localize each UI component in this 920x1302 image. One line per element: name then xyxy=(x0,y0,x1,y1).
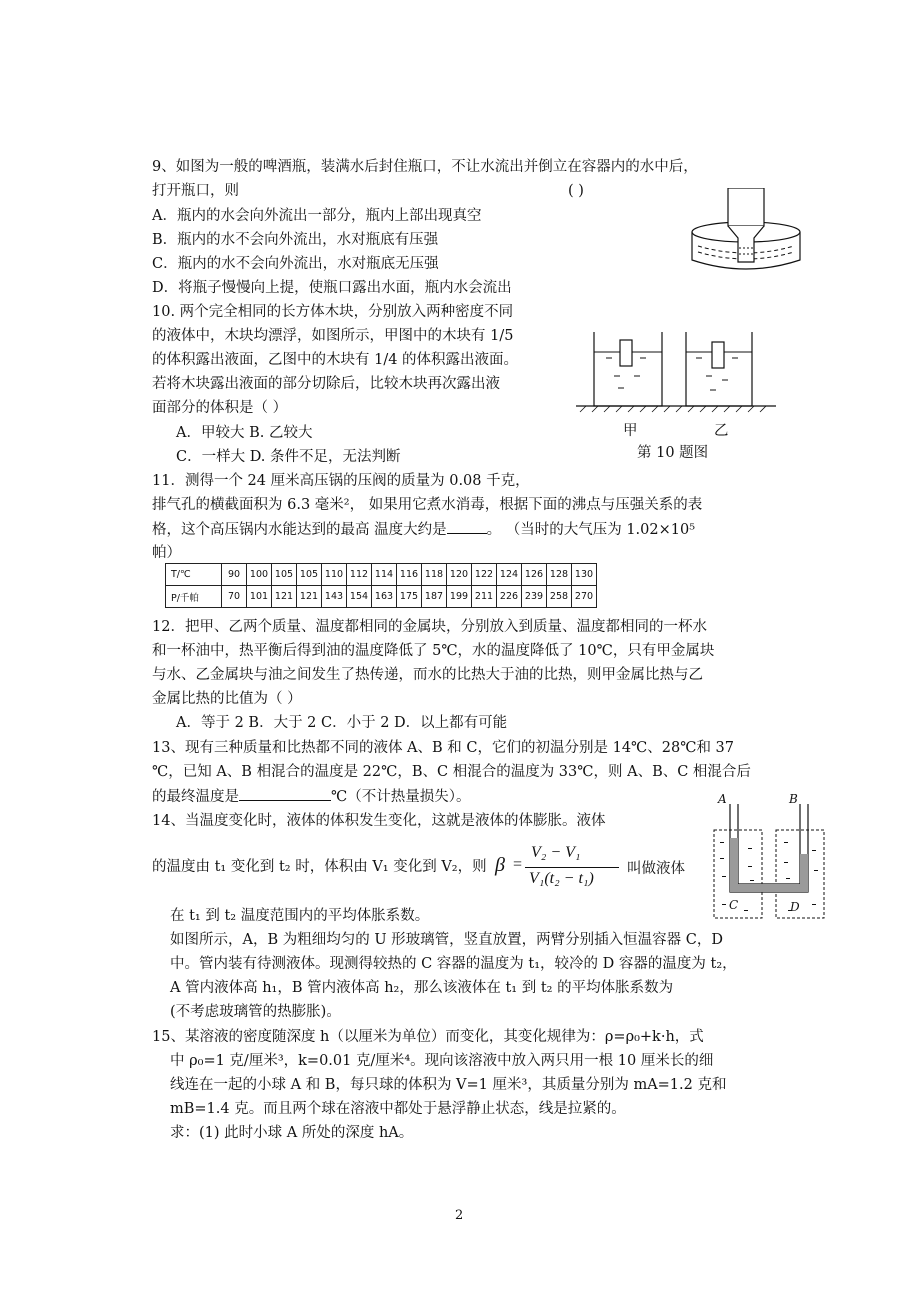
table-cell: 101 xyxy=(247,586,272,608)
q13-line1: 13、现有三种质量和比热都不同的液体 A、B 和 C，它们的初温分别是 14℃、28℃和 37 xyxy=(152,740,735,756)
q15-line5: 求：(1) 此时小球 A 所处的深度 hA。 xyxy=(170,1125,414,1141)
u-tube-figure xyxy=(708,792,838,922)
table-cell: 239 xyxy=(522,586,547,608)
u-tube-label-b: B xyxy=(789,792,798,806)
table-row-label: T/℃ xyxy=(166,564,222,586)
table-cell: 128 xyxy=(547,564,572,586)
table-cell: 130 xyxy=(572,564,597,586)
q9-option-d: D．将瓶子慢慢向上提，使瓶口露出水面，瓶内水会流出 xyxy=(152,280,512,296)
q10-line3: 的体积露出液面，乙图中的木块有 1/4 的体积露出液面。 xyxy=(152,352,519,368)
table-cell: 110 xyxy=(322,564,347,586)
q11-line2: 排气孔的横截面积为 6.3 毫米²， 如果用它煮水消毒，根据下面的沸点与压强关系的表 xyxy=(152,497,703,513)
q10-line2: 的液体中，木块均漂浮，如图所示，甲图中的木块有 1/5 xyxy=(152,328,514,344)
table-cell: 175 xyxy=(397,586,422,608)
formula-numerator: V₂ − V₁ xyxy=(531,844,581,861)
boiling-point-pressure-table xyxy=(165,563,597,608)
u-tube-label-d: D xyxy=(790,900,800,914)
table-cell: 163 xyxy=(372,586,397,608)
q10-label-jia: 甲 xyxy=(623,423,638,439)
table-cell: 120 xyxy=(447,564,472,586)
q14-line4: 如图所示，A，B 为粗细均匀的 U 形玻璃管，竖直放置，两臂分别插入恒温容器 C，D xyxy=(170,932,724,948)
table-cell: 118 xyxy=(422,564,447,586)
q14-line2-end: 叫做液体 xyxy=(627,861,685,877)
q11-line1: 11．测得一个 24 厘米高压锅的压阀的质量为 0.08 千克， xyxy=(152,473,530,489)
u-tube-label-a: A xyxy=(718,792,727,806)
q9-line2: 打开瓶口，则 xyxy=(152,183,239,199)
formula-equals: = xyxy=(513,856,523,873)
q14-line2: 的温度由 t₁ 变化到 t₂ 时，体积由 V₁ 变化到 V₂，则 xyxy=(152,859,487,875)
q9-option-a: A．瓶内的水会向外流出一部分，瓶内上部出现真空 xyxy=(152,208,482,224)
table-cell: 122 xyxy=(472,564,497,586)
q10-figure-caption: 第 10 题图 xyxy=(637,445,709,461)
q9-bottle-figure xyxy=(688,188,806,280)
u-tube-label-c: C xyxy=(729,898,739,912)
table-cell: 226 xyxy=(497,586,522,608)
table-cell: 114 xyxy=(372,564,397,586)
q12-line3: 与水、乙金属块与油之间发生了热传递，而水的比热大于油的比热，则甲金属比热与乙 xyxy=(152,667,703,683)
q9-option-b: B．瓶内的水不会向外流出，水对瓶底有压强 xyxy=(152,232,439,248)
q10-line4: 若将木块露出液面的部分切除后，比较木块再次露出液 xyxy=(152,376,500,392)
table-cell: 211 xyxy=(472,586,497,608)
q11-line3-start: 格，这个高压锅内水能达到的最高 温度大约是 xyxy=(152,522,447,538)
q12-line4: 金属比热的比值为（ ） xyxy=(152,691,302,707)
q10-options-ab: A．甲较大 B. 乙较大 xyxy=(176,425,313,441)
q9-answer-bracket: ( ) xyxy=(568,183,584,199)
table-cell: 116 xyxy=(397,564,422,586)
q10-label-yi: 乙 xyxy=(714,423,729,439)
table-cell: 126 xyxy=(522,564,547,586)
table-cell: 258 xyxy=(547,586,572,608)
q14-line3: 在 t₁ 到 t₂ 温度范围内的平均体胀系数。 xyxy=(170,908,430,924)
table-cell: 100 xyxy=(247,564,272,586)
q12-options: A．等于 2 B．大于 2 C．小于 2 D．以上都有可能 xyxy=(176,715,508,731)
q10-line5: 面部分的体积是（ ） xyxy=(152,400,288,416)
expansion-coefficient-formula xyxy=(493,840,693,896)
q11-answer-blank xyxy=(447,519,487,534)
q9-line1: 9、如图为一般的啤酒瓶，装满水后封住瓶口，不让水流出并倒立在容器内的水中后， xyxy=(152,159,698,175)
table-cell: 187 xyxy=(422,586,447,608)
table-cell: 154 xyxy=(347,586,372,608)
q11-line3 xyxy=(152,519,695,540)
page-number: 2 xyxy=(455,1208,464,1223)
q12-line2: 和一杯油中，热平衡后得到油的温度降低了 5℃，水的温度降低了 10℃，只有甲金属块 xyxy=(152,643,715,659)
q15-line1: 15、某溶液的密度随深度 h（以厘米为单位）而变化，其变化规律为：ρ=ρ₀+k·h，式 xyxy=(152,1029,704,1045)
table-cell: 70 xyxy=(222,586,247,608)
fraction-bar xyxy=(525,867,619,868)
q14-line5: 中。管内装有待测液体。现测得较热的 C 容器的温度为 t₁，较冷的 D 容器的温度为 t₂， xyxy=(170,956,737,972)
table-cell: 121 xyxy=(297,586,322,608)
table-row-label: P/千帕 xyxy=(166,586,222,608)
q9-option-c: C．瓶内的水不会向外流出，水对瓶底无压强 xyxy=(152,256,439,272)
table-cell: 124 xyxy=(497,564,522,586)
q13-line3-end: ℃（不计热量损失）。 xyxy=(331,789,471,805)
table-cell: 121 xyxy=(272,586,297,608)
q15-line2: 中 ρ₀=1 克/厘米³，k=0.01 克/厘米⁴。现向该溶液中放入两只用一根 10 厘米长的细 xyxy=(170,1053,714,1069)
q15-line3: 线连在一起的小球 A 和 B，每只球的体积为 V=1 厘米³，其质量分别为 mA=1.2 克和 xyxy=(170,1077,727,1093)
q13-line2: ℃，已知 A、B 相混合的温度是 22℃，B、C 相混合的温度为 33℃，则 A、B、C 相混合后 xyxy=(152,764,751,780)
q13-line3-start: 的最终温度是 xyxy=(152,789,239,805)
q14-line1: 14、当温度变化时，液体的体积发生变化，这就是液体的体膨胀。液体 xyxy=(152,813,606,829)
table-cell: 112 xyxy=(347,564,372,586)
q13-line3 xyxy=(152,786,470,807)
table-row-temperature xyxy=(166,564,597,586)
formula-denominator: V₁(t₂ − t₁) xyxy=(529,870,594,887)
table-cell: 90 xyxy=(222,564,247,586)
table-row-pressure xyxy=(166,586,597,608)
table-cell: 105 xyxy=(297,564,322,586)
q14-line6: A 管内液体高 h₁，B 管内液体高 h₂，那么该液体在 t₁ 到 t₂ 的平均体胀系数为 xyxy=(170,980,674,996)
table-cell: 199 xyxy=(447,586,472,608)
q10-options-cd: C．一样大 D. 条件不足，无法判断 xyxy=(176,449,401,465)
q10-line1: 10. 两个完全相同的长方体木块，分别放入两种密度不同 xyxy=(152,304,514,320)
table-cell: 143 xyxy=(322,586,347,608)
formula-beta: β xyxy=(495,854,505,876)
q15-line4: mB=1.4 克。而且两个球在溶液中都处于悬浮静止状态，线是拉紧的。 xyxy=(170,1101,626,1117)
q11-line4: 帕） xyxy=(152,545,181,561)
q12-line1: 12．把甲、乙两个质量、温度都相同的金属块，分别放入到质量、温度都相同的一杯水 xyxy=(152,619,707,635)
q11-line3-end: 。 （当时的大气压为 1.02×10⁵ xyxy=(486,522,696,538)
q14-line7: (不考虑玻璃管的热膨胀)。 xyxy=(170,1004,341,1020)
q10-beakers-figure xyxy=(572,328,778,418)
q13-answer-blank xyxy=(239,786,331,801)
table-cell: 270 xyxy=(572,586,597,608)
table-cell: 105 xyxy=(272,564,297,586)
